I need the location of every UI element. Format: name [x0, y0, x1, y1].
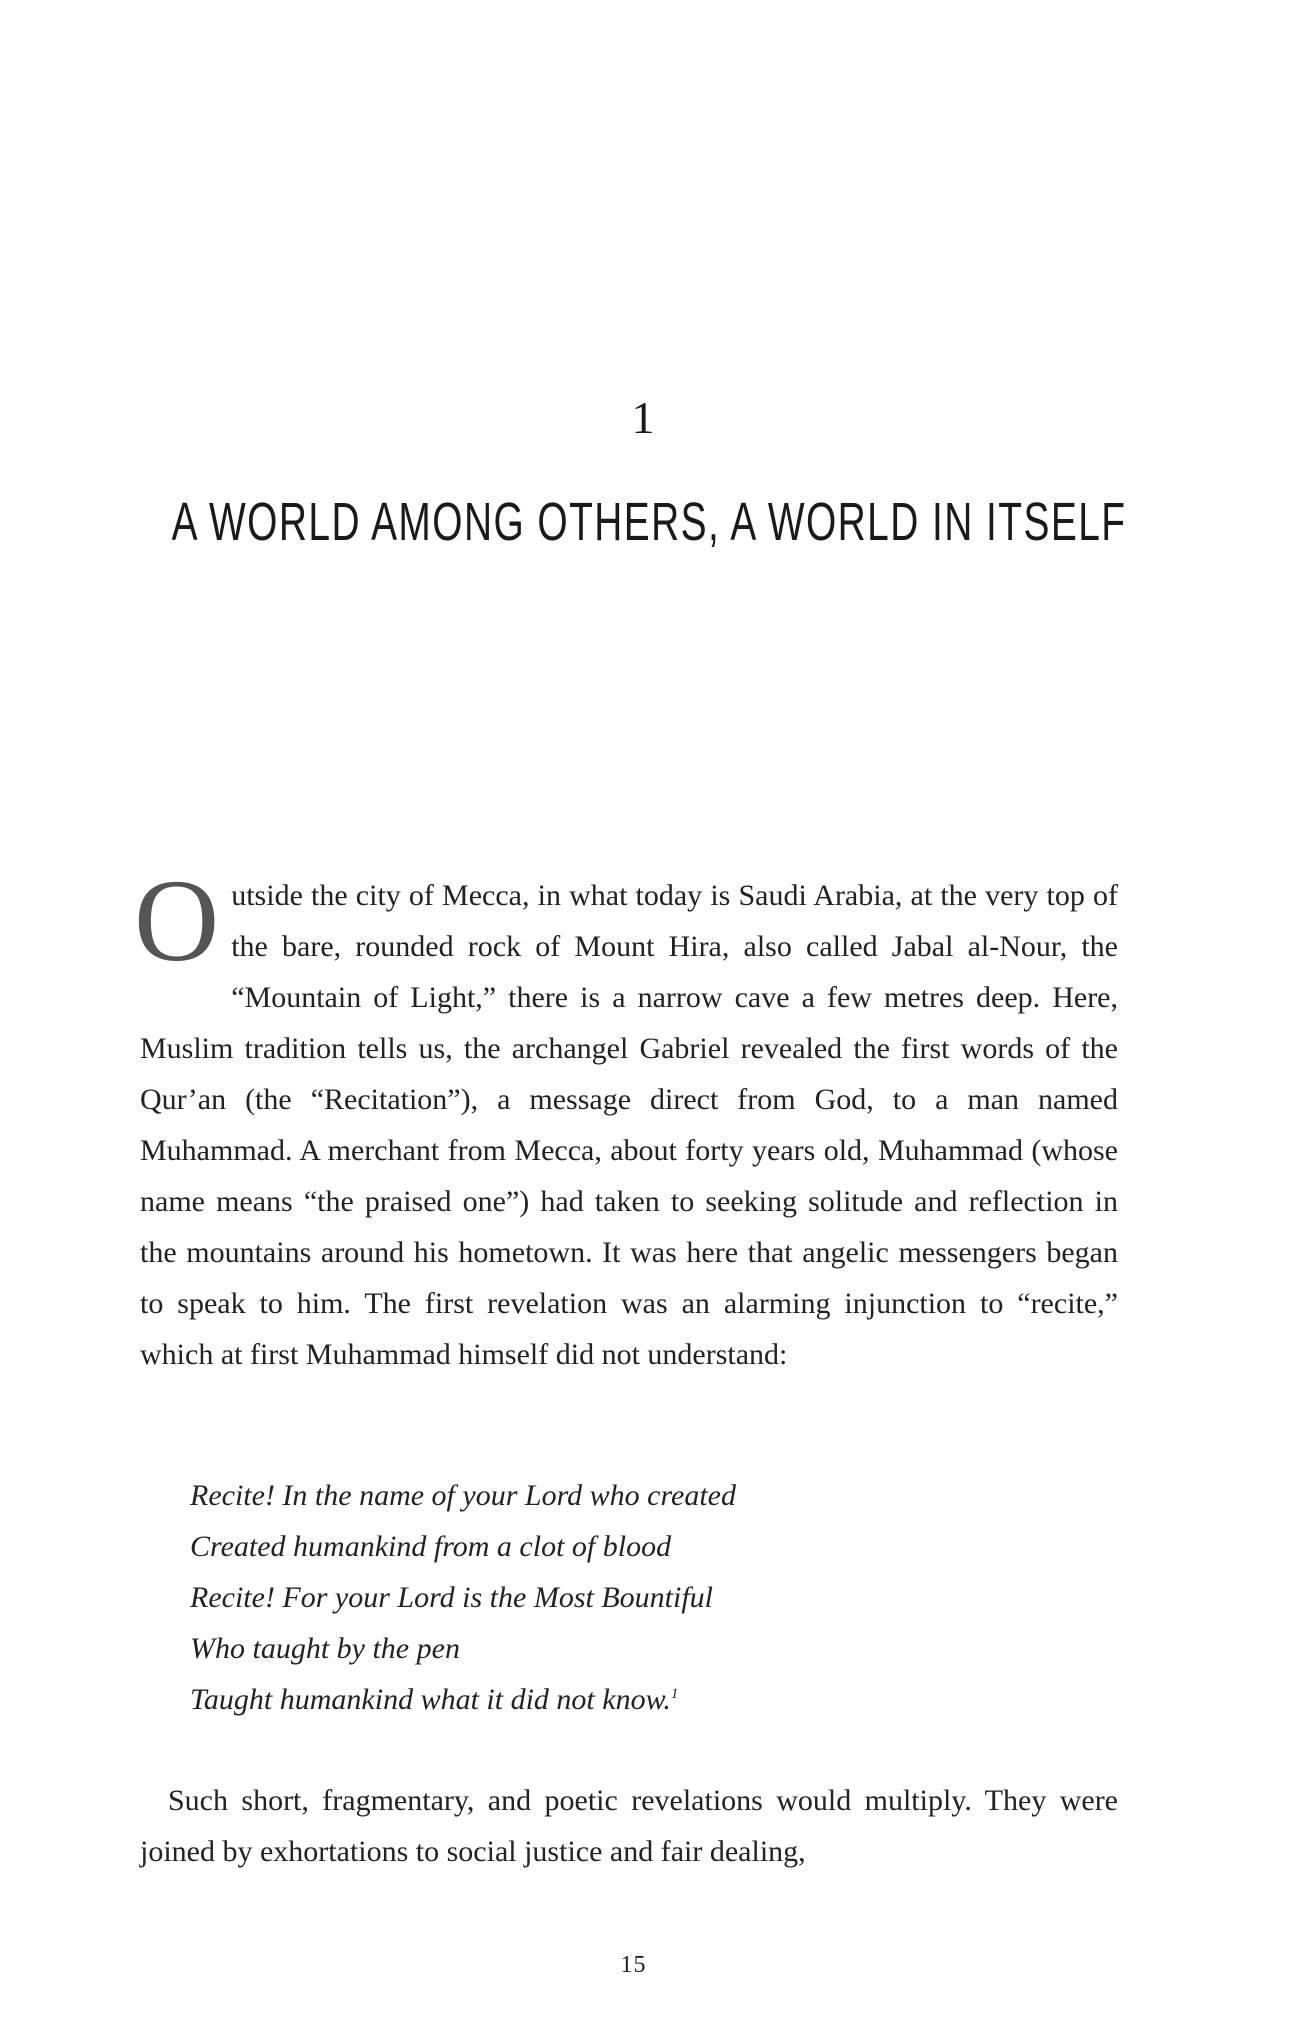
verse-line: Created humankind from a clot of blood — [190, 1530, 672, 1563]
verse-line — [190, 1674, 1090, 1725]
quran-verse — [190, 1470, 1090, 1725]
verse-line-text: Taught humankind what it did not know. — [190, 1683, 671, 1716]
verse-line: Who taught by the pen — [190, 1632, 460, 1665]
verse-line: Recite! For your Lord is the Most Bountiful — [190, 1581, 713, 1614]
opening-paragraph — [134, 855, 1118, 1380]
chapter-number: 1 — [631, 392, 656, 443]
opening-paragraph-text: utside the city of Mecca, in what today is Saudi Arabia, at the very top of the bare, rounded rock of Mount Hira, also called Jabal al-Nour, the “Mountain of Light,” there is a narrow cave a few metres deep. Here, Muslim tradition tells us, the archangel Gabriel revealed the first words of the Qur’an (the “Recitation”), a message direct from God, to a man named Muhammad. A merchant from Mecca, about forty years old, Muhammad (whose name means “the praised one”) had taken to seeking solitude and reflection in the mountains around his hometown. It was here that angelic messengers began to speak to him. The first revelation was an alarming injunction to “recite,” which at first Muhammad himself did not understand: — [140, 879, 1118, 1371]
drop-cap: O — [134, 855, 220, 986]
second-paragraph: Such short, fragmentary, and poetic revelations would multiply. They were joined by exhortations to social justice and fair dealing, — [140, 1784, 1118, 1868]
verse-line: Recite! In the name of your Lord who created — [190, 1479, 736, 1512]
page-number: 15 — [620, 1952, 647, 1978]
footnote-marker[interactable]: 1 — [670, 1686, 679, 1702]
chapter-title: A WORLD AMONG OTHERS, A WORLD IN ITSELF — [171, 492, 1127, 552]
